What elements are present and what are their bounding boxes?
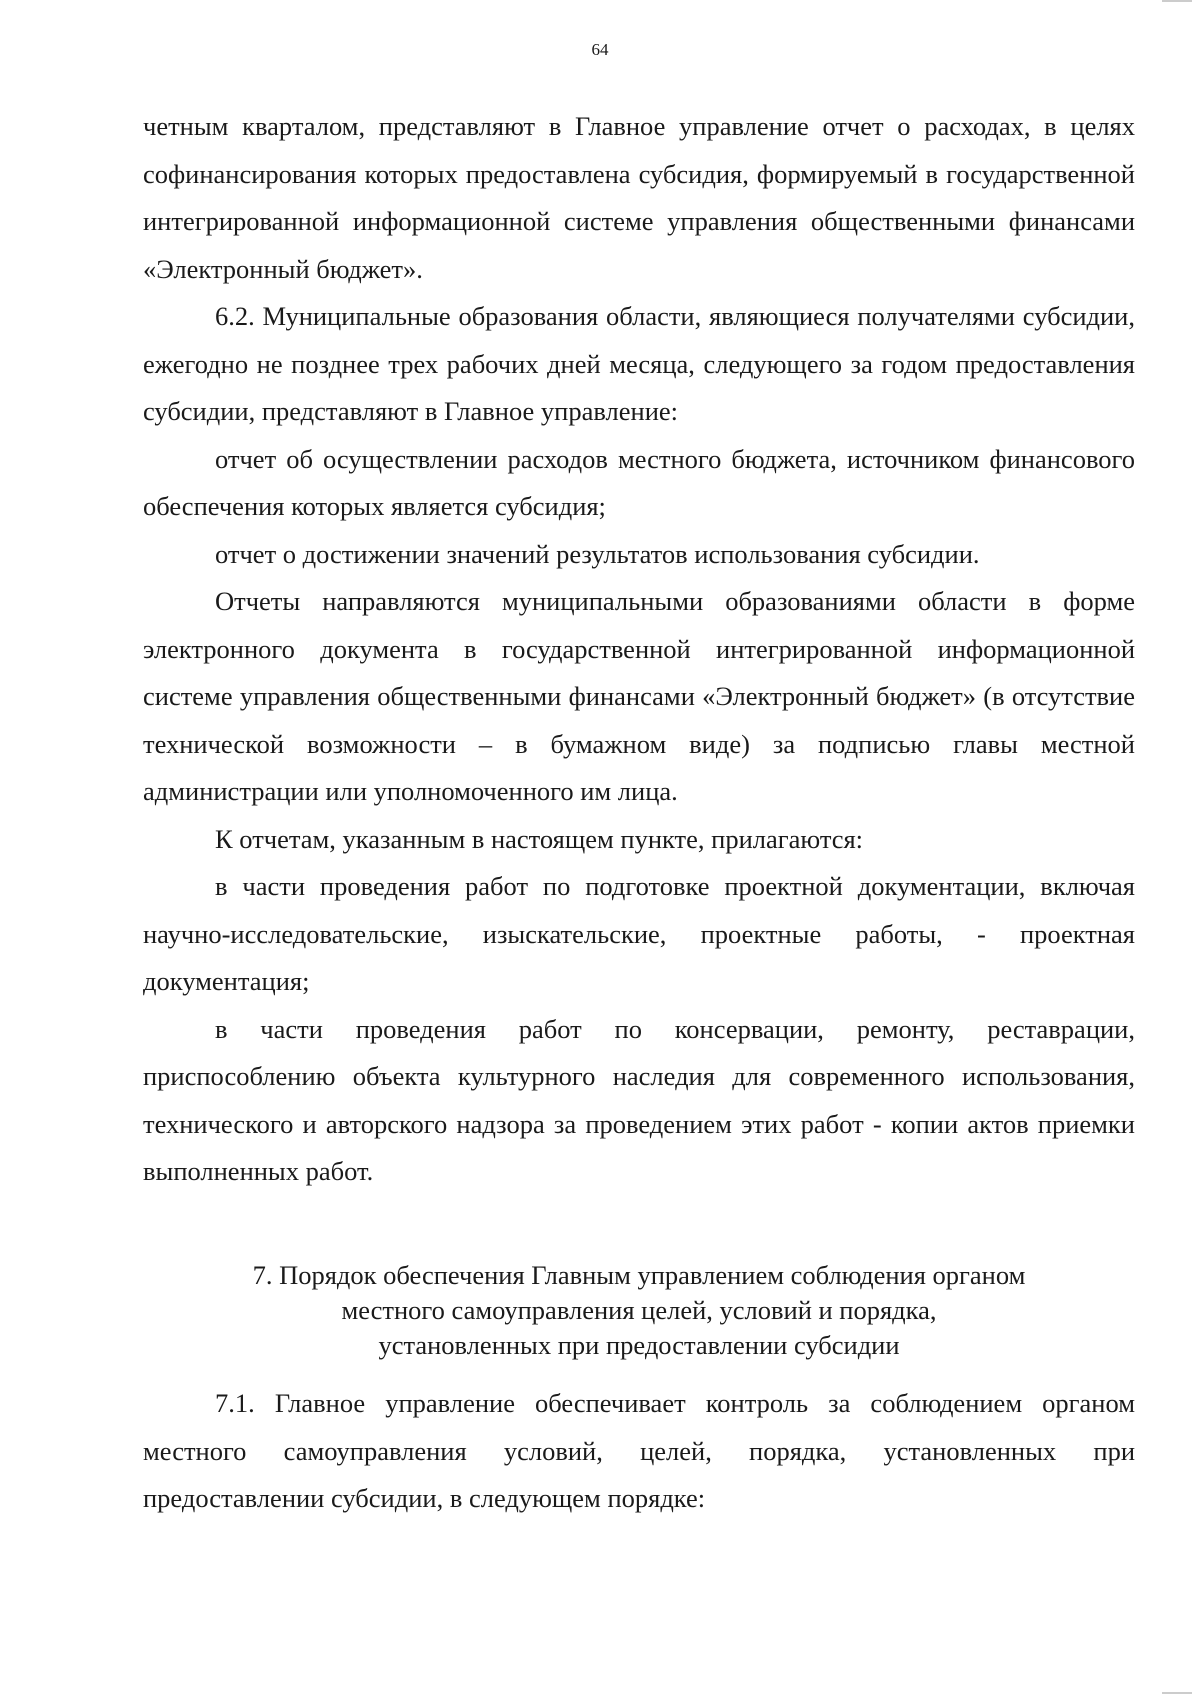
paragraph: 7.1. Главное управление обеспечивает контроль за соблюдением органом местного самоуправления условий, целей, порядка, установленных при предоставлении субсидии, в следующем порядке: <box>143 1388 1135 1513</box>
section-heading <box>143 1258 1135 1363</box>
scan-artifact <box>1162 1692 1192 1694</box>
section-heading-line: местного самоуправления целей, условий и порядка, <box>341 1295 937 1325</box>
paragraph: в части проведения работ по подготовке проектной документации, включая научно-исследовательские, изыскательские, проектные работы, - проектная документация; <box>143 871 1135 996</box>
page-number: 64 <box>591 40 609 59</box>
paragraph: отчет об осуществлении расходов местного бюджета, источником финансового обеспечения которых является субсидия; <box>143 443 1135 521</box>
paragraph: К отчетам, указанным в настоящем пункте, прилагаются: <box>215 823 864 854</box>
body-text-top <box>143 103 1135 1196</box>
paragraph: четным кварталом, представляют в Главное управление отчет о расходах, в целях софинансирования которых предоставлена субсидия, формируемый в государственной интегрированной информационной системе управления общественными финансами «Электронный бюджет». <box>143 111 1135 284</box>
body-text-bottom <box>143 1380 1135 1523</box>
section-heading-line: 7. Порядок обеспечения Главным управлением соблюдения органом <box>252 1260 1026 1290</box>
paragraph: 6.2. Муниципальные образования области, являющиеся получателями субсидии, ежегодно не позднее трех рабочих дней месяца, следующего за годом предоставления субсидии, представляют в Главное управление: <box>143 301 1135 426</box>
scan-artifact <box>1162 0 1192 2</box>
paragraph: Отчеты направляются муниципальными образованиями области в форме электронного документа в государственной интегрированной информационной системе управления общественными финансами «Электронный бюджет» (в отсутствие технической возможности – в бумажном виде) за подписью главы местной администрации или уполномоченного им лица. <box>143 586 1135 806</box>
paragraph: отчет о достижении значений результатов использования субсидии. <box>215 538 980 569</box>
paragraph: в части проведения работ по консервации, ремонту, реставрации, приспособлению объекта культурного наследия для современного использования, технического и авторского надзора за проведением этих работ - копии актов приемки выполненных работ. <box>143 1013 1135 1186</box>
section-heading-line: установленных при предоставлении субсидии <box>378 1330 900 1360</box>
